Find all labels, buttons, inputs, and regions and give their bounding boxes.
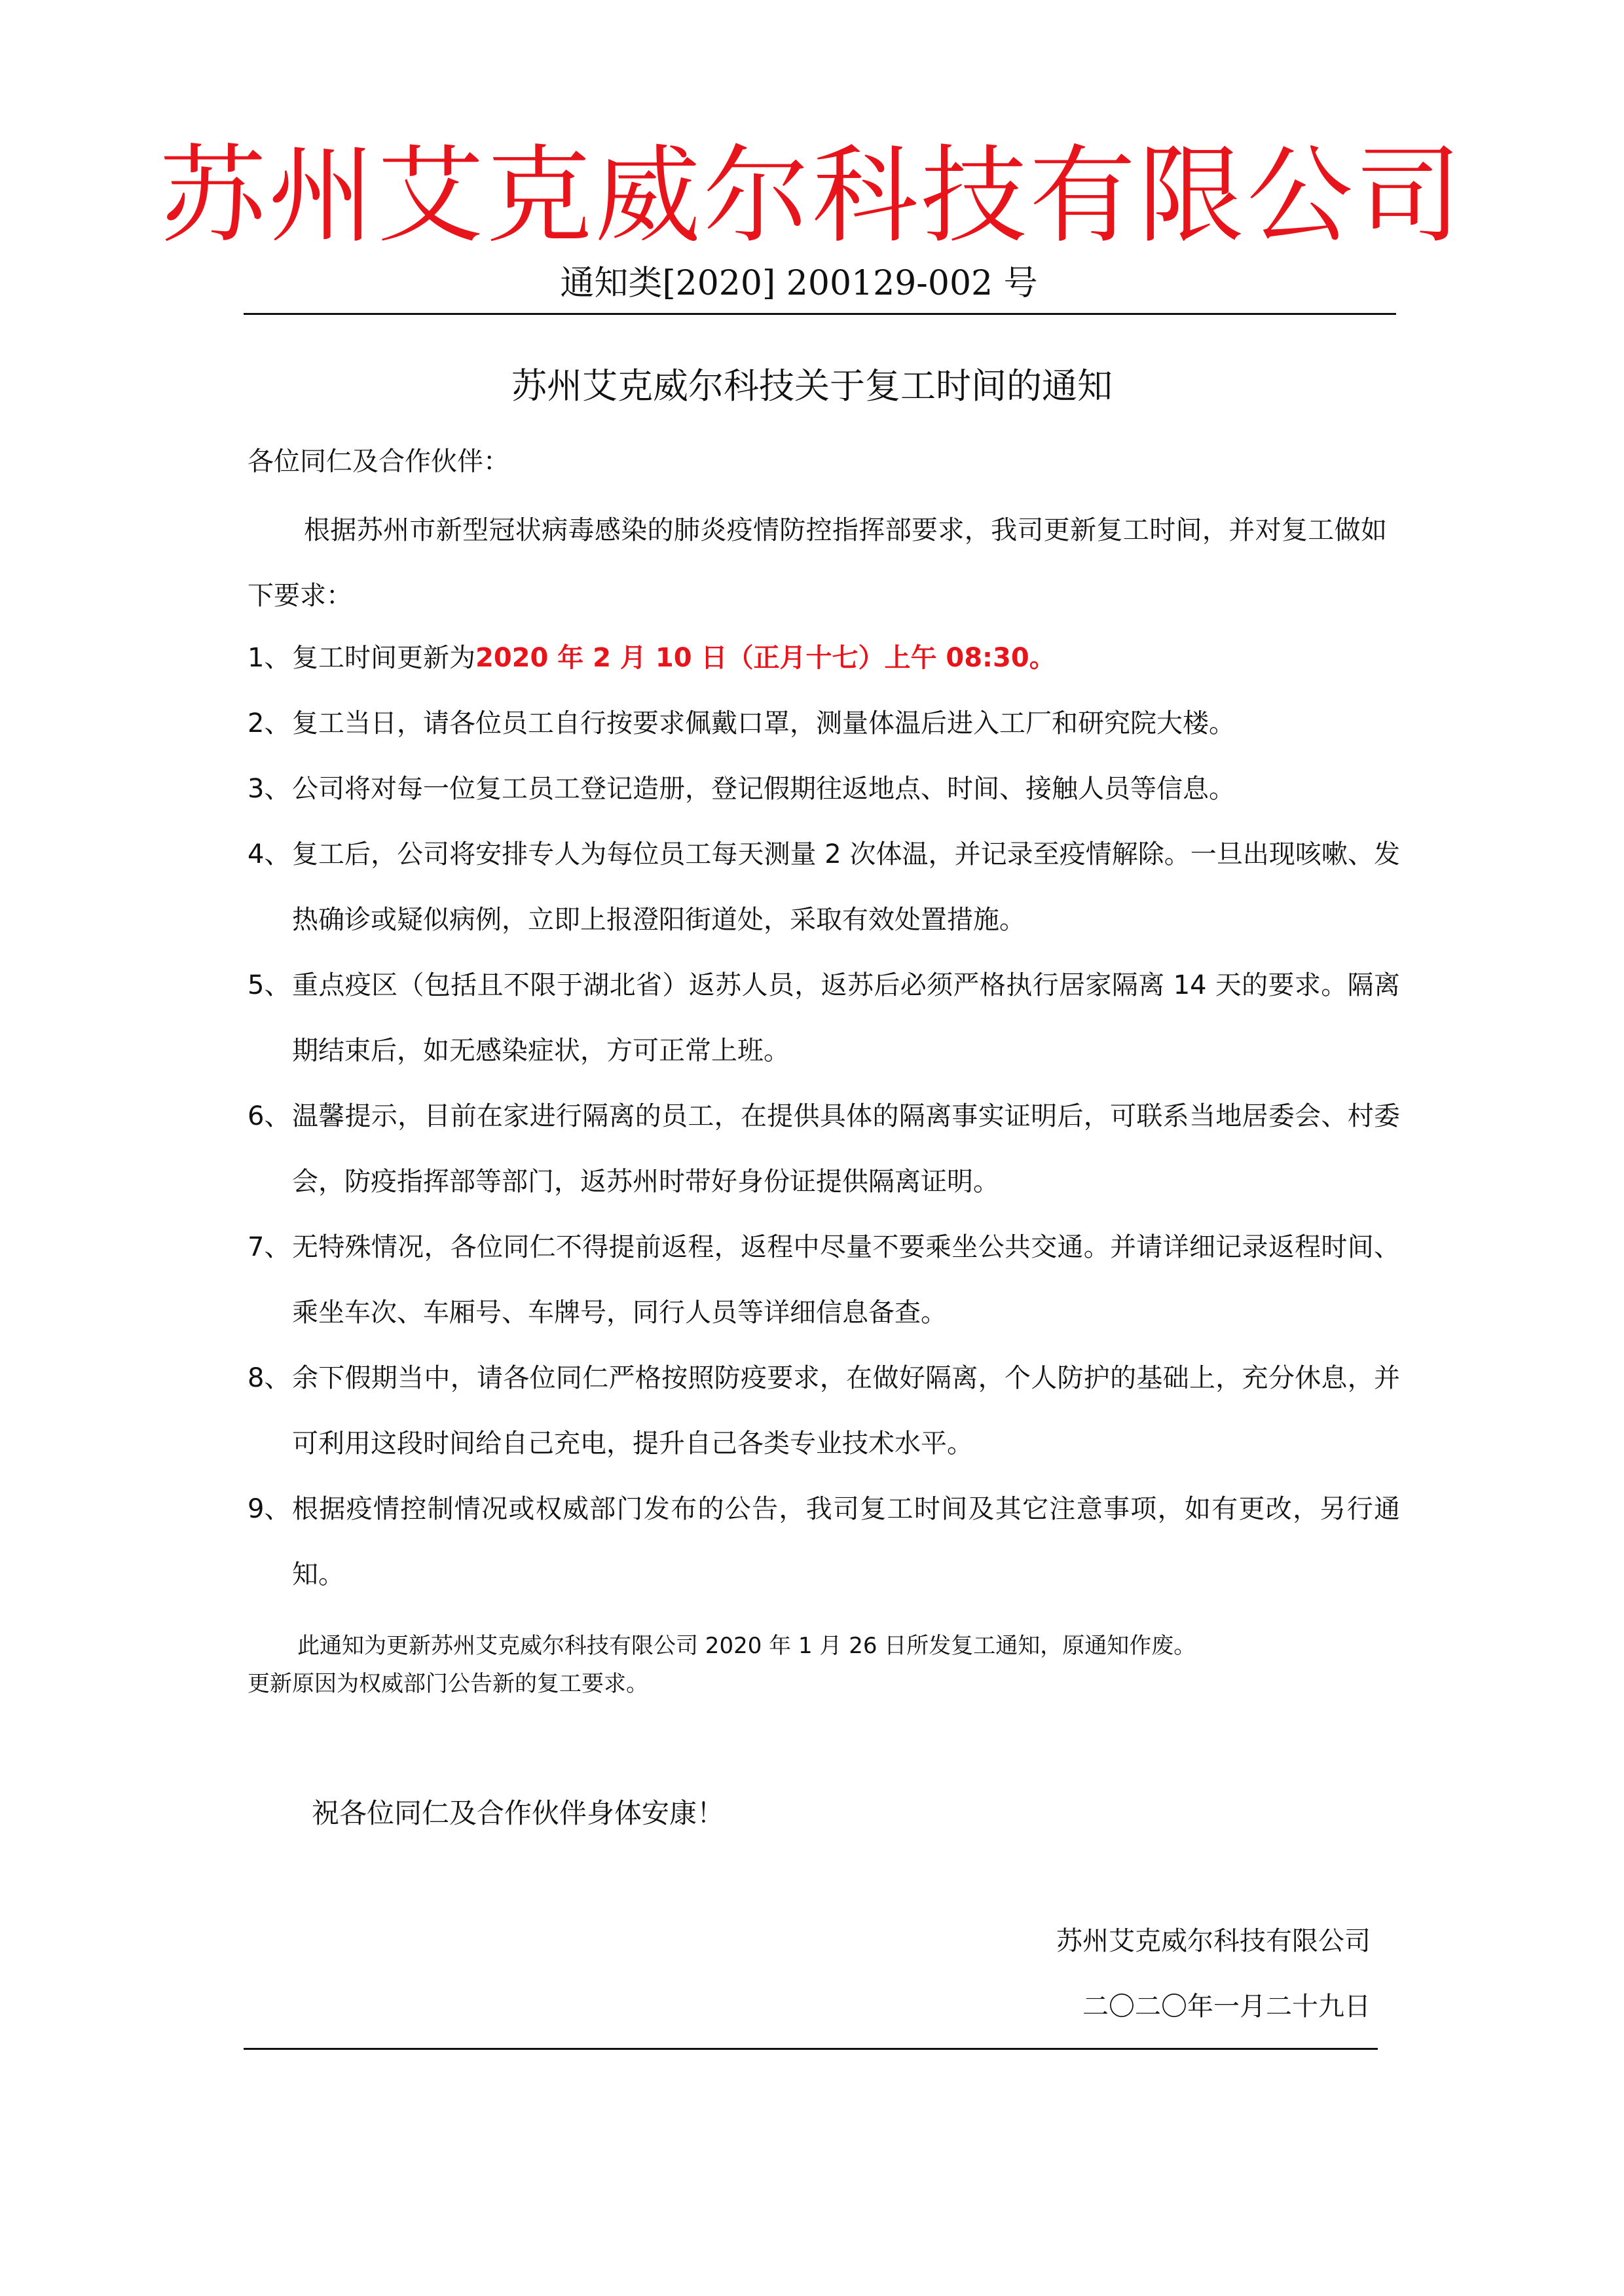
- item-number: 9、: [248, 1494, 291, 1524]
- item-text: 温馨提示，目前在家进行隔离的员工，在提供具体的隔离事实证明后，可联系当地居委会、村委会，防疫指挥部等部门，返苏州时带好身份证提供隔离证明。: [292, 1101, 1400, 1197]
- footnote-line: 更新原因为权威部门公告新的复工要求。: [248, 1671, 648, 1697]
- item-text: 复工当日，请各位员工自行按要求佩戴口罩，测量体温后进入工厂和研究院大楼。: [292, 708, 1235, 738]
- list-item: [248, 691, 1400, 756]
- company-header: 苏州艾克威尔科技有限公司: [160, 135, 1464, 258]
- return-date-highlight: 2020 年 2 月 10 日（正月十七）上午 08:30。: [475, 643, 1056, 673]
- list-item: [248, 1476, 1400, 1607]
- footnote-line: 此通知为更新苏州艾克威尔科技有限公司 2020 年 1 月 26 日所发复工通知，原通知作废。: [297, 1633, 1196, 1659]
- item-number: 7、: [248, 1232, 291, 1262]
- list-item: [248, 1084, 1400, 1214]
- item-number: 4、: [248, 839, 291, 869]
- item-text: 根据疫情控制情况或权威部门发布的公告，我司复工时间及其它注意事项，如有更改，另行通知。: [292, 1494, 1400, 1590]
- item-number: 8、: [248, 1363, 291, 1393]
- list-item: [248, 625, 1400, 691]
- notice-title: 苏州艾克威尔科技关于复工时间的通知: [511, 365, 1113, 407]
- item-text: 复工后，公司将安排专人为每位员工每天测量 2 次体温，并记录至疫情解除。一旦出现咳嗽、发热确诊或疑似病例，立即上报澄阳街道处，采取有效处置措施。: [292, 839, 1400, 935]
- signature-company: 苏州艾克威尔科技有限公司: [1056, 1926, 1371, 1956]
- item-number: 2、: [248, 708, 291, 738]
- greeting: 各位同仁及合作伙伴：: [248, 446, 509, 477]
- signature-date: 二〇二〇年一月二十九日: [1082, 1992, 1371, 2022]
- item-number: 3、: [248, 774, 291, 804]
- item-text: 重点疫区（包括且不限于湖北省）返苏人员，返苏后必须严格执行居家隔离 14 天的要求。隔离期结束后，如无感染症状，方可正常上班。: [292, 970, 1400, 1066]
- item-text: 复工时间更新为: [292, 643, 475, 673]
- item-number: 6、: [248, 1101, 291, 1131]
- requirements-list: [248, 625, 1400, 1607]
- item-number: 1、: [248, 643, 291, 673]
- list-item: [248, 756, 1400, 822]
- closing-blessing: 祝各位同仁及合作伙伴身体安康！: [312, 1797, 725, 1829]
- item-text: 余下假期当中，请各位同仁严格按照防疫要求，在做好隔离，个人防护的基础上，充分休息，并可利用这段时间给自己充电，提升自己各类专业技术水平。: [292, 1363, 1400, 1459]
- doc-number: 通知类[2020] 200129-002 号: [560, 264, 1038, 303]
- list-item: [248, 822, 1400, 953]
- header-divider: [244, 313, 1396, 315]
- list-item: [248, 1214, 1400, 1345]
- list-item: [248, 953, 1400, 1084]
- item-text: 无特殊情况，各位同仁不得提前返程，返程中尽量不要乘坐公共交通。并请详细记录返程时间、乘坐车次、车厢号、车牌号，同行人员等详细信息备查。: [292, 1232, 1400, 1328]
- item-number: 5、: [248, 970, 291, 1000]
- footer-divider: [244, 2048, 1378, 2050]
- intro-paragraph: 根据苏州市新型冠状病毒感染的肺炎疫情防控指挥部要求，我司更新复工时间，并对复工做如下要求：: [248, 515, 1387, 611]
- item-text: 公司将对每一位复工员工登记造册，登记假期往返地点、时间、接触人员等信息。: [292, 774, 1235, 804]
- update-footnote: [248, 1627, 1400, 1703]
- list-item: [248, 1345, 1400, 1476]
